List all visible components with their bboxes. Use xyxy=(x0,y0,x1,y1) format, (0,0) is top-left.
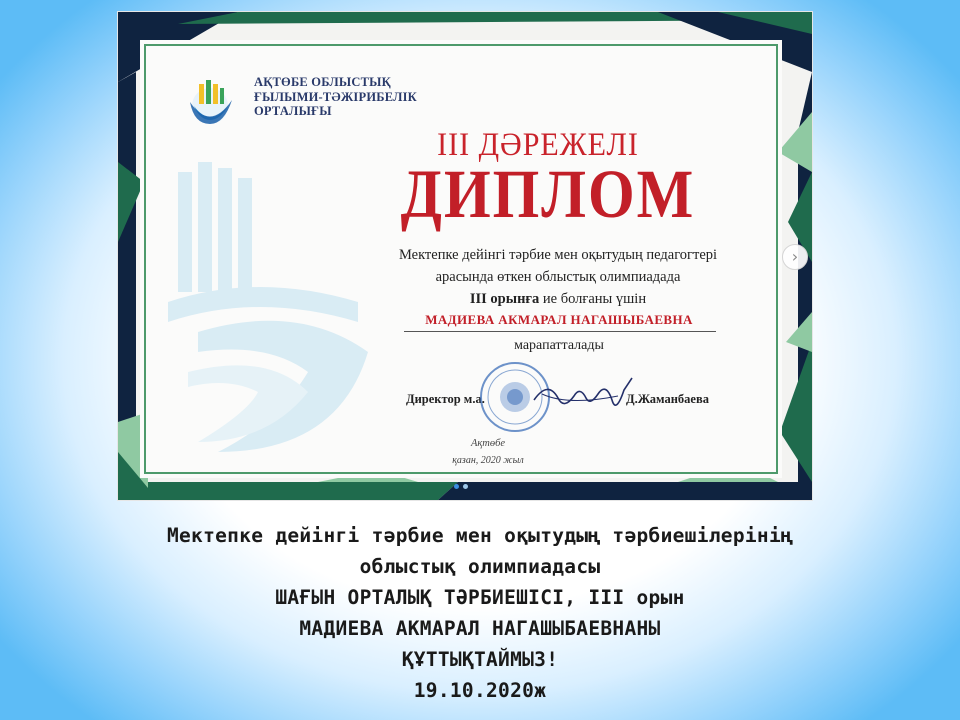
place-rest-text: ие болғаны үшін xyxy=(539,291,647,307)
diploma-photo xyxy=(118,12,812,500)
carousel-dot[interactable] xyxy=(454,484,459,489)
book-watermark-icon xyxy=(158,152,368,472)
carousel-dots xyxy=(454,484,468,489)
diploma-description xyxy=(346,244,770,310)
caption-line: ШАҒЫН ОРТАЛЫҚ ТӘРБИЕШІСІ, ІІІ орын xyxy=(275,586,685,609)
description-line: арасында өткен облыстық олимпиадада xyxy=(435,269,681,285)
congratulation-caption xyxy=(20,520,940,706)
diploma-title: ДИПЛОМ xyxy=(400,155,696,232)
director-label: Директор м.а. xyxy=(406,392,485,406)
place-text: ІІІ орынға xyxy=(469,291,540,307)
description-line xyxy=(346,288,770,310)
awardee-name: МАДИЕВА АКМАРАЛ НАГАШЫБАЕВНА xyxy=(425,312,693,327)
director-name: Д.Жаманбаева xyxy=(626,392,709,406)
caption-line: облыстық олимпиадасы xyxy=(359,555,601,578)
org-name-line: АҚТӨБЕ ОБЛЫСТЫҚ xyxy=(254,75,391,89)
diploma-degree: ІІІ ДӘРЕЖЕЛІ xyxy=(437,126,639,163)
description-line: Мектепке дейінгі тәрбие мен оқытудың педагогтері xyxy=(398,247,718,263)
city-text: Ақтөбе xyxy=(470,438,506,449)
director-signature-icon xyxy=(528,370,638,420)
org-logo-icon xyxy=(182,76,240,126)
caption-date: 19.10.2020ж xyxy=(413,679,547,702)
org-name xyxy=(254,75,417,119)
caption-line: ҚҰТТЫҚТАЙМЫЗ! xyxy=(401,648,559,671)
awardee-underline xyxy=(404,331,716,332)
issue-date-text: қазан, 2020 жыл xyxy=(452,455,524,466)
caption-line: МАДИЕВА АКМАРАЛ НАГАШЫБАЕВНАНЫ xyxy=(299,617,661,640)
org-name-line: ҒЫЛЫМИ-ТӘЖІРИБЕЛІК xyxy=(254,89,417,104)
carousel-next-button[interactable] xyxy=(782,244,808,270)
chevron-right-icon: › xyxy=(791,247,799,266)
caption-line: Мектепке дейінгі тәрбие мен оқытудың тәрбиешілерінің xyxy=(166,524,794,547)
org-name-line: ОРТАЛЫҒЫ xyxy=(254,104,332,118)
carousel-dot[interactable] xyxy=(463,484,468,489)
awarded-text: марапатталады xyxy=(514,338,604,353)
